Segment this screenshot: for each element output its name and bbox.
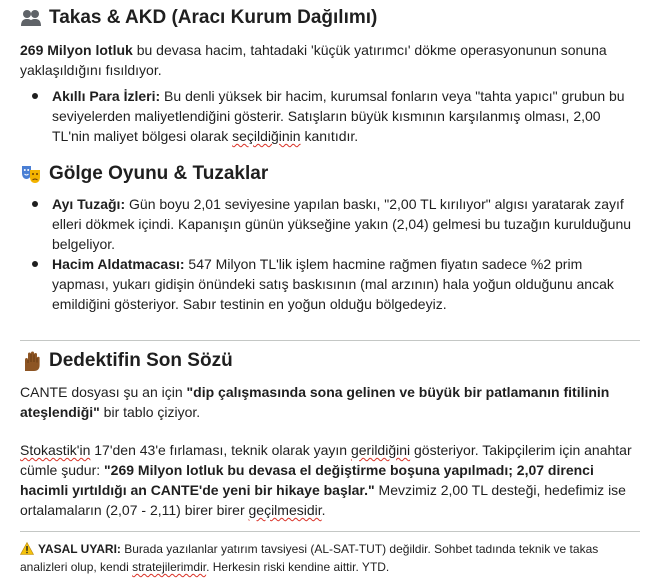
text: Bu denli yüksek bir hacim, kurumsal fonların veya "tahta yapıcı" grubun bu seviyelerden maliyetlendiğini gösterir. Satışların büyük kısmının karşılanmış olması, 2,00 TL'nin maliyet bölgesi olarak [52,88,625,144]
section-title: Gölge Oyunu & Tuzaklar [49,163,269,184]
list-item [20,86,640,146]
divider [20,531,640,532]
text: 17'den 43'e fırlaması, teknik olarak yayın [90,442,351,458]
bold-text: "269 Milyon lotluk bu devasa el değiştirme boşuna yapılmadı; 2,07 direnci hacimli yırtıldığı an CANTE'de yeni bir hikaye başlar." [20,462,594,498]
bullet-label: Akıllı Para İzleri: [52,88,161,104]
bullet-list [20,86,640,146]
spellcheck-word[interactable]: Stokastik'in [20,442,91,458]
paragraph [20,382,640,422]
spellcheck-word[interactable]: stratejilerimdir [132,560,207,574]
raised-hand-icon [20,350,42,372]
bullet-label: Hacim Aldatmacası: [52,256,185,272]
text: CANTE dosyası şu an için [20,384,187,400]
text: . Herkesin riski kendine aittir. YTD. [206,560,390,574]
section-title: Dedektifin Son Sözü [49,350,233,371]
text: gösteriyor. Takipçilerim için anahtar cümle şudur: [20,442,632,478]
theater-masks-icon [20,163,42,185]
divider [20,340,640,341]
text: Burada yazılanlar yatırım tavsiyesi (AL-SAT-TUT) değildir. Sohbet tadında teknik ve takas analizleri olup, kendi [20,542,599,574]
section-heading-golge [20,162,640,186]
paragraph [20,40,640,80]
text: 547 Milyon TL'lik işlem hacmine rağmen fiyatın sadece %2 prim yapması, yukarı gidişin önündeki satış baskısının (mal arzının) hala yoğun olduğunu ancak emildiğini gösteriyor. Sabır testinin en yoğun olduğu bölgedeyiz. [52,256,614,312]
bold-text: 269 Milyon lotluk [20,42,133,58]
list-item [20,254,640,314]
bold-text: "dip çalışmasında sona gelinen ve büyük bir patlamanın fitilinin ateşlendiği" [20,384,610,420]
text: bir tablo çiziyor. [99,404,201,420]
bullet-label: Ayı Tuzağı: [52,196,126,212]
section-title: Takas & AKD (Aracı Kurum Dağılımı) [49,7,378,28]
text: . [321,502,326,518]
disclaimer-paragraph [20,540,640,576]
text: bu devasa hacim, tahtadaki 'küçük yatırımcı' dökme operasyonunun sonuna yaklaşıldığını fısıldıyor. [20,42,607,78]
list-item [20,194,640,254]
warning-icon [20,542,34,555]
text: Mevzimiz 2,00 TL desteği, hedefimiz ise ortalamaların (2,07 - 2,11) birer birer [20,482,626,518]
spellcheck-word[interactable]: seçildiğinin [232,128,301,144]
bullet-list [20,194,640,314]
spellcheck-word[interactable]: geçilmesidir [248,502,322,518]
paragraph [20,440,640,520]
spellcheck-word[interactable]: gerildiğini [350,442,411,458]
section-heading-dedektif [20,349,640,373]
people-icon [20,7,42,29]
disclaimer-label: YASAL UYARI: [38,542,121,556]
section-heading-takas [20,6,640,30]
text: kanıtıdır. [300,128,359,144]
text: Gün boyu 2,01 seviyesine yapılan baskı, "2,00 TL kırılıyor" algısı yaratarak zayıf elleri dökmek içindi. Kapanışın günün yükseğine yakın (2,04) gelmesi bu tuzağın kurulduğunu belgeliyor. [52,196,632,252]
